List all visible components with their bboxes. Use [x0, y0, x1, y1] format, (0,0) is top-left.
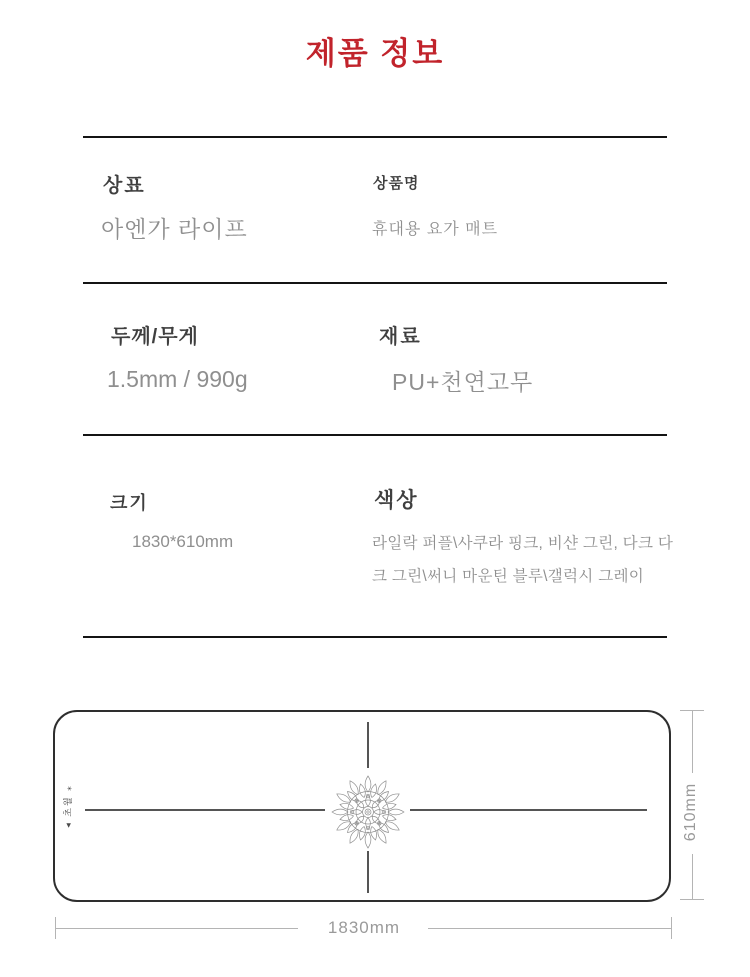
width-dim-label: 1830mm — [327, 918, 401, 937]
color-value-line2: 크 그린\써니 마운틴 블루\갤럭시 그레이 — [372, 568, 645, 585]
width-dim-tick-right — [671, 917, 672, 939]
divider — [83, 434, 667, 436]
material-value: PU+천연고무 — [392, 369, 534, 395]
divider — [83, 136, 667, 138]
size-label: 크기 — [110, 493, 149, 513]
height-dim-line-upper — [692, 711, 693, 773]
height-dim-label: 610mm — [682, 782, 699, 842]
color-value-line1: 라일락 퍼플\사쿠라 핑크, 비샨 그린, 다크 다 — [372, 535, 674, 552]
mat-center-line-right — [410, 809, 647, 811]
thickness-weight-label: 두께/무게 — [111, 326, 199, 348]
height-dim-tick-bottom — [680, 899, 704, 900]
mat-center-line-left — [85, 809, 325, 811]
brand-value: 아엔가 라이프 — [101, 216, 248, 242]
brand-label: 상표 — [103, 175, 146, 197]
product-name-value: 휴대용 요가 매트 — [372, 221, 499, 238]
thickness-weight-value: 1.5mm / 990g — [107, 366, 248, 392]
mat-center-line-top — [367, 722, 369, 768]
size-value: 1830*610mm — [132, 532, 234, 551]
width-dim-line-left — [56, 928, 298, 929]
color-label: 색상 — [374, 489, 419, 512]
divider — [83, 636, 667, 638]
material-label: 재료 — [379, 326, 422, 348]
mat-brand-mark: ◂ 초월 ⁎ — [63, 784, 73, 828]
width-dim-line-right — [428, 928, 671, 929]
product-name-label: 상품명 — [373, 175, 420, 192]
page-title: 제품 정보 — [305, 36, 445, 71]
divider — [83, 282, 667, 284]
mandala-graphic — [330, 774, 406, 850]
mat-center-line-bottom — [367, 851, 369, 893]
height-dim-line-lower — [692, 854, 693, 899]
